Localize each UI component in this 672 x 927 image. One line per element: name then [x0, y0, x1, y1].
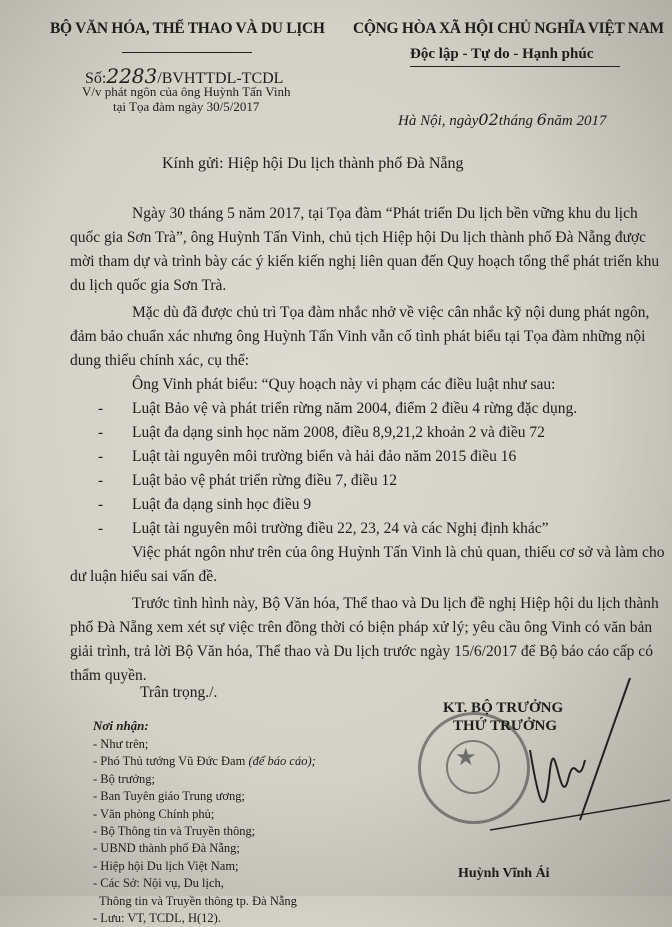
law-text: Luật tài nguyên môi trường điều 22, 23, 24 và các Nghị định khác”: [132, 520, 549, 537]
subject-line: V/v phát ngôn của ông Huỳnh Tấn Vinh: [82, 84, 291, 99]
date-day: 02: [478, 110, 499, 129]
recipient: - Lưu: VT, TCDL, H(12).: [93, 911, 221, 926]
number-label: Số:: [85, 70, 107, 87]
recipient: - Hiệp hội Du lịch Việt Nam;: [93, 858, 239, 873]
signer-name: Huỳnh Vĩnh Ái: [458, 866, 550, 881]
closing: Trân trọng./.: [140, 684, 218, 701]
law-text: Luật tài nguyên môi trường biển và hải đảo năm 2015 điều 16: [132, 448, 517, 465]
recipients-title: Nơi nhận:: [93, 718, 149, 733]
addressee: Kính gửi: Hiệp hội Du lịch thành phố Đà Nẵng: [162, 155, 464, 172]
handwritten-number: 2283: [106, 64, 158, 88]
motto: Độc lập - Tự do - Hạnh phúc: [410, 46, 594, 62]
law-item: - Luật tài nguyên môi trường biển và hải đảo năm 2015 điều 16: [70, 445, 670, 469]
recipient: - Như trên;: [93, 737, 149, 751]
recipient: [93, 753, 316, 770]
law-item: - Luật đa dạng sinh học điều 9: [70, 493, 670, 517]
law-text: Luật Bảo vệ và phát triển rừng năm 2004, điểm 2 điều 4 rừng đặc dụng.: [132, 400, 578, 417]
law-text: Luật bảo vệ phát triển rừng điều 7, điều 12: [132, 472, 397, 489]
law-list: [70, 397, 670, 541]
recipient-text: - Phó Thủ tướng Vũ Đức Đam: [93, 754, 246, 769]
paragraph: Ngày 30 tháng 5 năm 2017, tại Tọa đàm “Phát triển Du lịch bền vững khu du lịch quốc gia Sơn Trà”, ông Huỳnh Tấn Vinh, chủ tịch Hiệp hội Du lịch thành phố Đà Nẵng được mời tham dự và trình bày các ý kiến kiến nghị liên quan đến Quy hoạch tổng thể phát triển khu du lịch quốc gia Sơn Trà.: [70, 205, 660, 294]
signer-subtitle: THỨ TRƯỞNG: [453, 718, 558, 734]
recipient: - UBND thành phố Đà Nẵng;: [93, 841, 240, 856]
divider: [122, 52, 252, 53]
signature: [470, 670, 670, 840]
ministry-name: BỘ VĂN HÓA, THỂ THAO VÀ DU LỊCH: [50, 20, 325, 37]
date-year: năm 2017: [546, 113, 607, 129]
paragraph: Mặc dù đã được chủ trì Tọa đàm nhắc nhở về việc cân nhắc kỹ nội dung phát ngôn, đảm bảo chuẩn xác nhưng ông Huỳnh Tấn Vinh vẫn cố tình phát biểu tại Tọa đàm những nội dung thiếu chính xác, cụ thể:: [70, 304, 650, 369]
recipient: - Các Sở: Nội vụ, Du lịch,: [93, 876, 224, 891]
subject-line: tại Tọa đàm ngày 30/5/2017: [113, 99, 260, 114]
star-icon: ★: [455, 745, 477, 771]
recipient-note: (để báo cáo);: [248, 754, 316, 769]
date-label: Hà Nội, ngày: [398, 113, 479, 129]
paragraph: Ông Vinh phát biểu: “Quy hoạch này vi phạm các điều luật như sau:: [132, 376, 556, 393]
date-label: tháng: [498, 113, 533, 129]
law-text: Luật đa dạng sinh học điều 9: [132, 496, 312, 513]
law-text: Luật đa dạng sinh học năm 2008, điều 8,9,21,2 khoản 2 và điều 72: [132, 424, 545, 441]
recipient: - Bộ Thông tin và Truyền thông;: [93, 824, 256, 839]
paragraph: Việc phát ngôn như trên của ông Huỳnh Tấn Vinh là chủ quan, thiếu cơ sở và làm cho dư luận hiểu sai vấn đề.: [70, 544, 665, 585]
recipients-list: [93, 736, 316, 927]
recipient: - Văn phòng Chính phủ;: [93, 806, 215, 821]
recipient: - Ban Tuyên giáo Trung ương;: [93, 789, 245, 804]
law-item: - Luật bảo vệ phát triển rừng điều 7, điều 12: [70, 469, 670, 493]
divider: [410, 66, 620, 67]
law-item: - Luật đa dạng sinh học năm 2008, điều 8,9,21,2 khoản 2 và điều 72: [70, 421, 670, 445]
document-date: [398, 110, 606, 130]
body: [70, 202, 670, 688]
paragraph: Trước tình hình này, Bộ Văn hóa, Thể thao và Du lịch đề nghị Hiệp hội du lịch thành phố Đà Nẵng xem xét sự việc trên đồng thời có biện pháp xử lý; yêu cầu ông Vinh có văn bản giải trình, trả lời Bộ Văn hóa, Thể thao và Du lịch trước ngày 15/6/2017 để Bộ báo cáo cấp có thẩm quyền.: [70, 595, 659, 684]
republic-name: CỘNG HÒA XÃ HỘI CHỦ NGHĨA VIỆT NAM: [353, 20, 664, 37]
law-item: - Luật tài nguyên môi trường điều 22, 23, 24 và các Nghị định khác”: [70, 517, 670, 541]
signer-title: KT. BỘ TRƯỞNG: [443, 700, 564, 716]
date-month: 6: [536, 110, 547, 129]
number-code: /BVHTTDL-TCDL: [157, 70, 284, 87]
law-item: - Luật Bảo vệ và phát triển rừng năm 2004, điểm 2 điều 4 rừng đặc dụng.: [70, 397, 670, 421]
recipient: Thông tin và Truyền thông tp. Đà Nẵng: [99, 893, 297, 908]
recipient: - Bộ trưởng;: [93, 771, 155, 786]
